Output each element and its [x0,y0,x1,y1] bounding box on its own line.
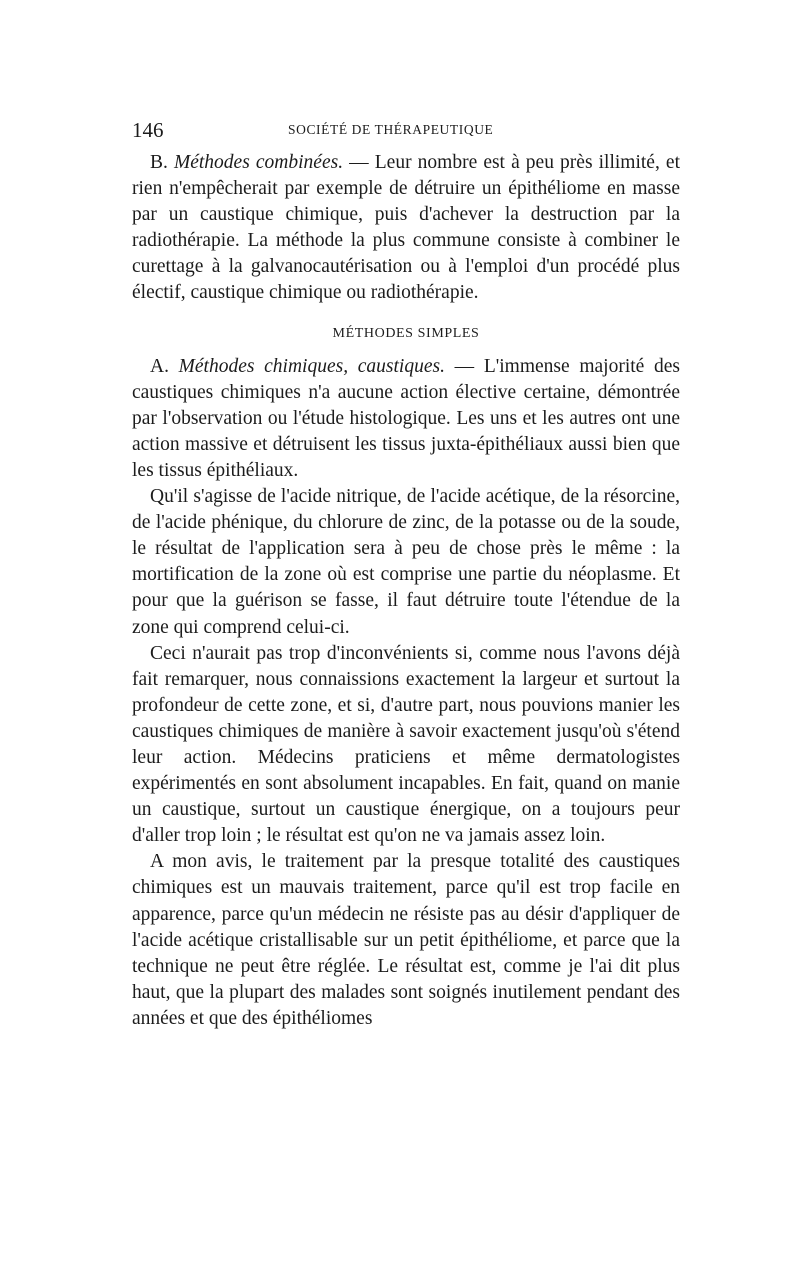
paragraph-combined-methods [132,150,680,307]
paragraph-chemical-methods [132,354,680,484]
section-heading: MÉTHODES SIMPLES [332,325,480,341]
page-number: 146 [132,118,164,142]
paragraph-body: — Leur nombre est à peu près illimité, et rien n'empêcherait par exemple de détruire un épithéliome en masse par un caustique chimique, puis d'achever la destruction par la radiothérapie. La méthode la plus commune consiste à combiner le curettage à la galvanocautérisation ou à l'emploi d'un procédé plus électif, caustique chimique ou radiothérapie. [132,152,680,304]
book-page [132,118,680,1032]
paragraph-lead: B. [150,152,174,173]
running-head [132,118,680,144]
paragraph-acids: Qu'il s'agisse de l'acide nitrique, de l'acide acétique, de la résorcine, de l'acide phénique, du chlorure de zinc, de la potasse ou de la soude, le résultat de l'application sera à peu de chose près le même : la mortification de la zone où est comprise une partie du néoplasme. Et pour que la guérison se fasse, il faut détruire toute l'étendue de la zone qui comprend celui-ci. [132,486,680,638]
paragraph-italic-title: Méthodes chimiques, caustiques. [178,355,445,377]
paragraph-lead: A. [150,355,179,377]
paragraph-italic-title: Méthodes combinées. [173,152,344,173]
running-title: SOCIÉTÉ DE THÉRAPEUTIQUE [288,122,494,137]
paragraph-inconvenients: Ceci n'aurait pas trop d'inconvénients si, comme nous l'avons déjà fait remarquer, nous connaissions exactement la largeur et surtout la profondeur de cette zone, et si, d'autre part, nous pouvions manier les caustiques chimiques de manière à savoir exactement jusqu'où s'étend leur action. Médecins praticiens et même dermatologistes expérimentés en sont absolument incapables. En fait, quand on manie un caustique, surtout un caustique énergique, on a toujours peur d'aller trop loin ; le résultat est qu'on ne va jamais assez loin. [132,642,680,847]
paragraph-opinion: A mon avis, le traitement par la presque totalité des caustiques chimiques est un mauvais traitement, parce qu'il est trop facile en apparence, parce qu'un médecin ne résiste pas au désir d'appliquer de l'acide acétique cristallisable sur un petit épithéliome, et parce que la technique ne peut être réglée. Le résultat est, comme je l'ai dit plus haut, que la plupart des malades sont soignés inutilement pendant des années et que des épithéliomes [132,851,680,1029]
paragraph-body: — L'immense majorité des caustiques chimiques n'a aucune action élective certaine, démontrée par l'observation ou l'étude histologique. Les uns et les autres ont une action massive et détruisent les tissus juxta-épithéliaux aussi bien que les tissus épithéliaux. [132,355,680,481]
